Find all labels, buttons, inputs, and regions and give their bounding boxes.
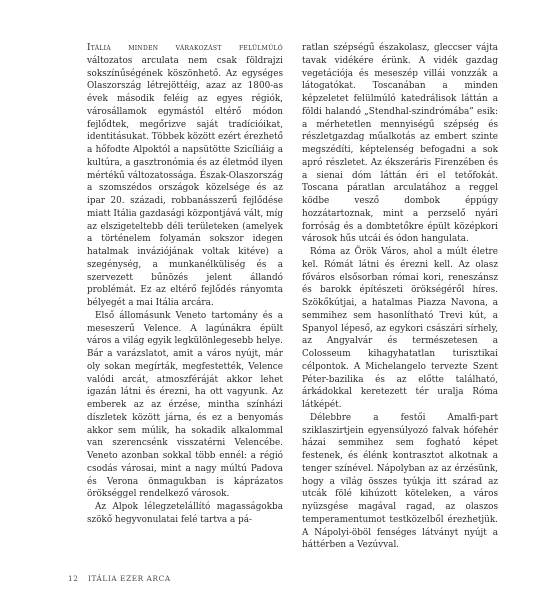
right-text-column (302, 42, 498, 552)
left-paragraph-3: Az Alpok lélegzetelállító magasságokba szökő hegyvonulatai felé tartva a pá- (87, 502, 283, 525)
page-number: 12 (68, 574, 79, 583)
right-paragraph-3: Délebbre a festői Amalfi-part sziklaszirtjein egyensúlyozó falvak hófehér házai semmihez sem fogható képet festenek, és élénk kontrasztot alkotnak a tenger színével. Nápolyban az az érzésünk, hogy a világ összes tyúkja itt szárad az utcák fölé kihúzott köteleken, a város nyüzsgése magával ragad, az olaszos temperamentumot testközelből érezhetjük. A Nápolyi-öböl fenséges látványt nyújt a háttérben a Vezúvval. (302, 412, 498, 551)
left-paragraph-1 (87, 42, 283, 310)
right-paragraph-1: ratlan szépségű északolasz, gleccser vájta tavak vidékére érünk. A vidék gazdag vegetációja és meseszép villái vonzzák a látogatókat. Toscanában a minden képzeletet felülmúló katedrálisok láttán a földi halandó „Stendhal-szindrómába” esik: a mérhetetlen mennyiségű szépség és részletgazdag műalkotás az embert szinte megszédíti, képtelenség befogadni a sok apró részletet. Az ékszeráris Firenzében és a sienai dóm láttán éri el tetőfokát. Toscana páratlan arculatához a reggel ködbe vesző dombok éppúgy hozzátartoznak, mint a perzselő nyári forróság és a dombtetőkre épült középkori városok hűs utcái és ódon hangulata. (302, 43, 498, 245)
left-paragraph-1-body: változatos arculata nem csak földrajzi sokszínűségének köszönhető. Az egységes Olaszország létrejöttéig, azaz az 1800-as évek második feléig az egyes régiók, városállamok egymástól eltérő módon fejlődtek, megőrizve saját tradícióikat, identitásukat. Többek között ezért érezhető a hőfodte Alpoktól a napsütötte Szicíliáig a kultúra, a gasztronómia és az életmód ilyen mértékű változatossága. Észak-Olaszország a szomszédos országok közelsége és az ipar 20. századi, robbanásszerű fejlődése miatt Itália gazdasági központjává vált, míg az elszigeteltebb déli területeken (amelyek a történelem folyamán sokszor idegen hatalmak inváziójának voltak kitéve) a szegénység, a munkanélküliség és a szervezett bűnözés jelent állandó problémát. Ez az eltérő fejlődés rányomta bélyegét a mai Itália arcára. (87, 55, 283, 308)
left-text-column (87, 42, 283, 527)
left-paragraph-2: Első állomásunk Veneto tartomány és a meseszerű Velence. A lagúnákra épült város a világ egyik legkülönlegesebb helye. Bár a varázslatot, amit a város nyújt, már oly sokan megírták, megfestették, Velence valódi arcát, atmoszféráját akkor lehet igazán látni és érezni, ha ott vagyunk. Az emberek az az érzése, mintha színházi díszletek között járna, és ez a benyomás akkor sem múlik, ha sokadik alkalommal van szerencsénk visszatérni Velencébe. Veneto azonban sokkal több ennél: a régió csodás városai, mint a nagy múltú Padova és Verona önmagukban is káprázatos örökséggel rendelkező városok. (87, 310, 283, 500)
running-title: ITÁLIA EZER ARCA (88, 574, 171, 583)
page-footer (68, 574, 171, 583)
right-paragraph-2: Róma az Örök Város, ahol a múlt életre kel. Rómát látni és érezni kell. Az olasz főváros elsősorban római kori, reneszánsz és barokk építészeti örökségéről híres. Szökőkútjai, a hatalmas Piazza Navona, a semmihez sem hasonlítható Trevi kút, a Spanyol lépeső, az egykori császári sírhely, az Angyalvár és természetesen a Colosseum kihagyhatatlan turisztikai célpontok. A Michelangelo tervezte Szent Péter-bazilika és az előtte található, árkádokkal keretezett tér uralja Róma látképét. (302, 247, 498, 410)
lead-in-small-caps: Itália minden várakozást felülmúló (87, 43, 283, 53)
